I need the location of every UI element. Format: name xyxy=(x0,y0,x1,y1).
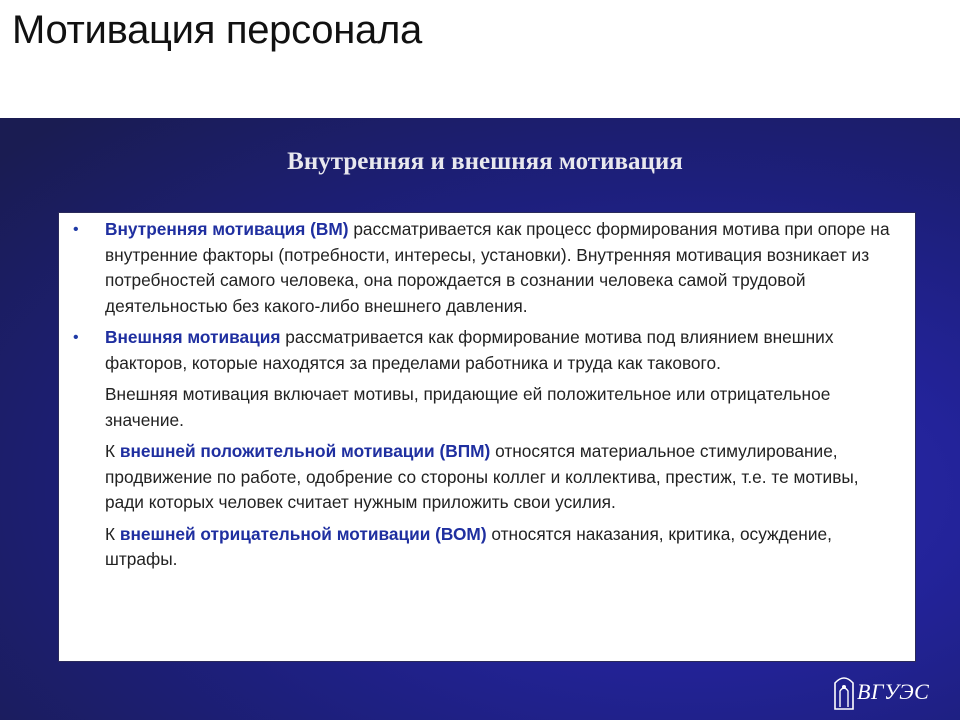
text-internal-motivation: рассматривается как процесс формирования мотива при опоре на внутренние факторы (потребности, интересы, установки). Внутренняя мотивация возникает из потребностей самого человека, она порождается в сознании человека самой трудовой деятельностью без какого-либо внешнего давления. xyxy=(105,219,890,316)
logo-text: ВГУЭС xyxy=(857,679,930,704)
bullet-icon: • xyxy=(73,221,79,238)
prefix-positive: К xyxy=(105,441,120,461)
term-positive-motivation: внешней положительной мотивации (ВПМ) xyxy=(119,441,491,461)
text-external-motivation: рассматривается как формирование мотива под влиянием внешних факторов, которые находятся за пределами работника и труда как такового. xyxy=(105,327,834,373)
slide-heading: Внутренняя и внешняя мотивация xyxy=(287,148,683,175)
text-negative-motivation: относятся наказания, критика, осуждение, штрафы. xyxy=(105,523,832,569)
slide xyxy=(0,118,960,720)
para-positive-motivation xyxy=(73,439,891,516)
bullet-internal-motivation xyxy=(73,217,891,319)
university-emblem-icon xyxy=(833,673,855,711)
para-negative-motivation xyxy=(73,522,891,573)
content-box xyxy=(58,212,916,662)
term-negative-motivation: внешней отрицательной мотивации (ВОМ) xyxy=(119,523,487,544)
prefix-negative: К xyxy=(105,523,120,544)
page-title: Мотивация персонала xyxy=(12,8,422,52)
term-internal-motivation: Внутренняя мотивация (ВМ) xyxy=(105,219,349,239)
bullet-external-motivation xyxy=(73,325,891,376)
para-external-includes xyxy=(73,382,891,433)
text-external-includes: Внешняя мотивация включает мотивы, придающие ей положительное или отрицательное значение. xyxy=(105,384,831,430)
text-positive-motivation: относятся материальное стимулирование, продвижение по работе, одобрение со стороны коллег и коллектива, престиж, т.е. те мотивы, ради которых человек считает нужным приложить свои усилия. xyxy=(105,441,859,512)
bullet-icon: • xyxy=(73,329,79,346)
term-external-motivation: Внешняя мотивация xyxy=(105,327,281,347)
university-logo xyxy=(833,672,929,712)
